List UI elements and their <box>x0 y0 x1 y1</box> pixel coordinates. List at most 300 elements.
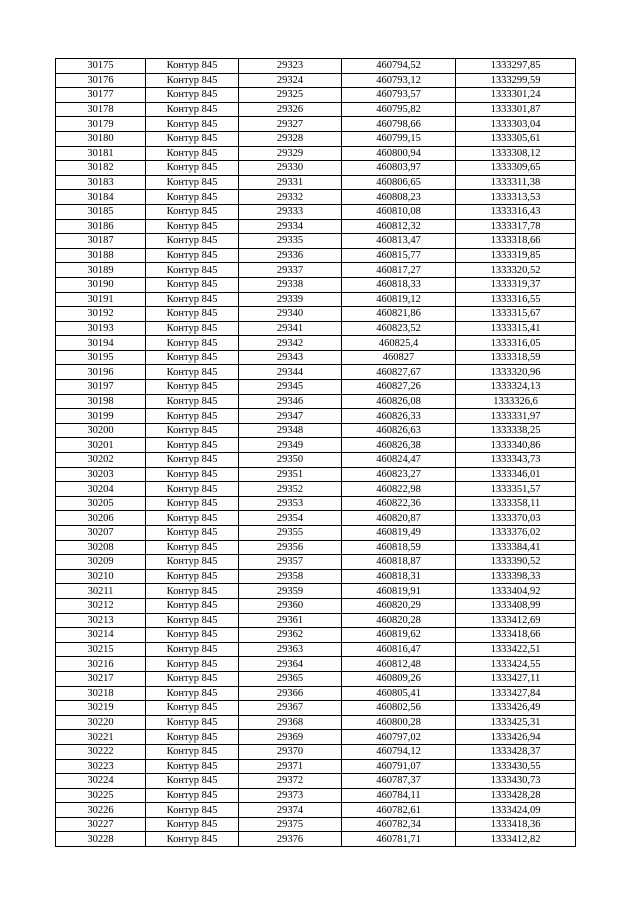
point-number-cell: 30222 <box>56 744 146 759</box>
point-number-cell: 30194 <box>56 336 146 351</box>
contour-name-cell: Контур 845 <box>146 774 239 789</box>
contour-name-cell: Контур 845 <box>146 511 239 526</box>
contour-name-cell: Контур 845 <box>146 263 239 278</box>
contour-name-cell: Контур 845 <box>146 453 239 468</box>
y-coordinate-cell: 1333412,69 <box>456 613 576 628</box>
vertex-number-cell: 29364 <box>239 657 342 672</box>
point-number-cell: 30199 <box>56 409 146 424</box>
vertex-number-cell: 29340 <box>239 307 342 322</box>
x-coordinate-cell: 460824,47 <box>342 453 456 468</box>
contour-name-cell: Контур 845 <box>146 482 239 497</box>
x-coordinate-cell: 460800,94 <box>342 146 456 161</box>
y-coordinate-cell: 1333319,37 <box>456 277 576 292</box>
x-coordinate-cell: 460826,08 <box>342 394 456 409</box>
table-row <box>56 204 576 219</box>
point-number-cell: 30228 <box>56 832 146 847</box>
point-number-cell: 30198 <box>56 394 146 409</box>
vertex-number-cell: 29333 <box>239 204 342 219</box>
y-coordinate-cell: 1333316,05 <box>456 336 576 351</box>
table-row <box>56 73 576 88</box>
contour-name-cell: Контур 845 <box>146 409 239 424</box>
x-coordinate-cell: 460813,47 <box>342 234 456 249</box>
y-coordinate-cell: 1333340,86 <box>456 438 576 453</box>
table-row <box>56 686 576 701</box>
point-number-cell: 30184 <box>56 190 146 205</box>
table-row <box>56 219 576 234</box>
contour-name-cell: Контур 845 <box>146 788 239 803</box>
point-number-cell: 30189 <box>56 263 146 278</box>
table-row <box>56 496 576 511</box>
point-number-cell: 30179 <box>56 117 146 132</box>
vertex-number-cell: 29363 <box>239 642 342 657</box>
point-number-cell: 30205 <box>56 496 146 511</box>
x-coordinate-cell: 460819,62 <box>342 628 456 643</box>
x-coordinate-cell: 460820,87 <box>342 511 456 526</box>
x-coordinate-cell: 460818,33 <box>342 277 456 292</box>
vertex-number-cell: 29338 <box>239 277 342 292</box>
y-coordinate-cell: 1333408,99 <box>456 598 576 613</box>
point-number-cell: 30211 <box>56 584 146 599</box>
point-number-cell: 30185 <box>56 204 146 219</box>
table-row <box>56 59 576 74</box>
point-number-cell: 30182 <box>56 161 146 176</box>
contour-name-cell: Контур 845 <box>146 817 239 832</box>
vertex-number-cell: 29326 <box>239 102 342 117</box>
coordinates-table-body <box>56 59 576 847</box>
vertex-number-cell: 29329 <box>239 146 342 161</box>
point-number-cell: 30219 <box>56 701 146 716</box>
point-number-cell: 30227 <box>56 817 146 832</box>
x-coordinate-cell: 460827,26 <box>342 380 456 395</box>
y-coordinate-cell: 1333303,04 <box>456 117 576 132</box>
point-number-cell: 30214 <box>56 628 146 643</box>
point-number-cell: 30178 <box>56 102 146 117</box>
table-row <box>56 569 576 584</box>
x-coordinate-cell: 460818,87 <box>342 555 456 570</box>
x-coordinate-cell: 460810,08 <box>342 204 456 219</box>
contour-name-cell: Контур 845 <box>146 832 239 847</box>
point-number-cell: 30221 <box>56 730 146 745</box>
point-number-cell: 30224 <box>56 774 146 789</box>
y-coordinate-cell: 1333315,67 <box>456 307 576 322</box>
vertex-number-cell: 29357 <box>239 555 342 570</box>
contour-name-cell: Контур 845 <box>146 204 239 219</box>
x-coordinate-cell: 460799,15 <box>342 131 456 146</box>
contour-name-cell: Контур 845 <box>146 190 239 205</box>
contour-name-cell: Контур 845 <box>146 540 239 555</box>
point-number-cell: 30190 <box>56 277 146 292</box>
y-coordinate-cell: 1333316,43 <box>456 204 576 219</box>
table-row <box>56 102 576 117</box>
contour-name-cell: Контур 845 <box>146 438 239 453</box>
table-row <box>56 788 576 803</box>
point-number-cell: 30201 <box>56 438 146 453</box>
point-number-cell: 30191 <box>56 292 146 307</box>
x-coordinate-cell: 460798,66 <box>342 117 456 132</box>
table-row <box>56 263 576 278</box>
y-coordinate-cell: 1333315,41 <box>456 321 576 336</box>
contour-name-cell: Контур 845 <box>146 715 239 730</box>
point-number-cell: 30217 <box>56 671 146 686</box>
table-row <box>56 467 576 482</box>
point-number-cell: 30204 <box>56 482 146 497</box>
y-coordinate-cell: 1333428,28 <box>456 788 576 803</box>
point-number-cell: 30223 <box>56 759 146 774</box>
y-coordinate-cell: 1333418,36 <box>456 817 576 832</box>
point-number-cell: 30176 <box>56 73 146 88</box>
x-coordinate-cell: 460823,27 <box>342 467 456 482</box>
y-coordinate-cell: 1333430,73 <box>456 774 576 789</box>
contour-name-cell: Контур 845 <box>146 117 239 132</box>
table-row <box>56 774 576 789</box>
point-number-cell: 30195 <box>56 350 146 365</box>
contour-name-cell: Контур 845 <box>146 701 239 716</box>
vertex-number-cell: 29328 <box>239 131 342 146</box>
x-coordinate-cell: 460827,67 <box>342 365 456 380</box>
x-coordinate-cell: 460800,28 <box>342 715 456 730</box>
vertex-number-cell: 29354 <box>239 511 342 526</box>
point-number-cell: 30193 <box>56 321 146 336</box>
contour-name-cell: Контур 845 <box>146 803 239 818</box>
x-coordinate-cell: 460827 <box>342 350 456 365</box>
point-number-cell: 30216 <box>56 657 146 672</box>
contour-name-cell: Контур 845 <box>146 88 239 103</box>
point-number-cell: 30181 <box>56 146 146 161</box>
table-row <box>56 555 576 570</box>
table-row <box>56 321 576 336</box>
point-number-cell: 30209 <box>56 555 146 570</box>
y-coordinate-cell: 1333404,92 <box>456 584 576 599</box>
y-coordinate-cell: 1333301,87 <box>456 102 576 117</box>
contour-name-cell: Контур 845 <box>146 671 239 686</box>
vertex-number-cell: 29369 <box>239 730 342 745</box>
vertex-number-cell: 29368 <box>239 715 342 730</box>
x-coordinate-cell: 460806,65 <box>342 175 456 190</box>
y-coordinate-cell: 1333346,01 <box>456 467 576 482</box>
vertex-number-cell: 29352 <box>239 482 342 497</box>
vertex-number-cell: 29356 <box>239 540 342 555</box>
contour-name-cell: Контур 845 <box>146 219 239 234</box>
x-coordinate-cell: 460812,48 <box>342 657 456 672</box>
point-number-cell: 30202 <box>56 453 146 468</box>
y-coordinate-cell: 1333311,38 <box>456 175 576 190</box>
contour-name-cell: Контур 845 <box>146 277 239 292</box>
table-row <box>56 598 576 613</box>
contour-name-cell: Контур 845 <box>146 321 239 336</box>
vertex-number-cell: 29348 <box>239 423 342 438</box>
x-coordinate-cell: 460809,26 <box>342 671 456 686</box>
contour-name-cell: Контур 845 <box>146 686 239 701</box>
table-row <box>56 613 576 628</box>
y-coordinate-cell: 1333318,66 <box>456 234 576 249</box>
table-row <box>56 175 576 190</box>
x-coordinate-cell: 460791,07 <box>342 759 456 774</box>
coordinates-table <box>55 58 576 847</box>
table-row <box>56 394 576 409</box>
contour-name-cell: Контур 845 <box>146 642 239 657</box>
x-coordinate-cell: 460816,47 <box>342 642 456 657</box>
y-coordinate-cell: 1333398,33 <box>456 569 576 584</box>
table-row <box>56 759 576 774</box>
y-coordinate-cell: 1333422,51 <box>456 642 576 657</box>
vertex-number-cell: 29342 <box>239 336 342 351</box>
y-coordinate-cell: 1333424,55 <box>456 657 576 672</box>
table-row <box>56 701 576 716</box>
x-coordinate-cell: 460822,36 <box>342 496 456 511</box>
y-coordinate-cell: 1333326,6 <box>456 394 576 409</box>
x-coordinate-cell: 460805,41 <box>342 686 456 701</box>
table-row <box>56 511 576 526</box>
table-row <box>56 131 576 146</box>
x-coordinate-cell: 460808,23 <box>342 190 456 205</box>
y-coordinate-cell: 1333309,65 <box>456 161 576 176</box>
y-coordinate-cell: 1333343,73 <box>456 453 576 468</box>
y-coordinate-cell: 1333338,25 <box>456 423 576 438</box>
y-coordinate-cell: 1333308,12 <box>456 146 576 161</box>
contour-name-cell: Контур 845 <box>146 292 239 307</box>
contour-name-cell: Контур 845 <box>146 584 239 599</box>
y-coordinate-cell: 1333424,09 <box>456 803 576 818</box>
vertex-number-cell: 29332 <box>239 190 342 205</box>
y-coordinate-cell: 1333412,82 <box>456 832 576 847</box>
point-number-cell: 30196 <box>56 365 146 380</box>
table-row <box>56 307 576 322</box>
vertex-number-cell: 29375 <box>239 817 342 832</box>
y-coordinate-cell: 1333313,53 <box>456 190 576 205</box>
contour-name-cell: Контур 845 <box>146 569 239 584</box>
y-coordinate-cell: 1333428,37 <box>456 744 576 759</box>
vertex-number-cell: 29361 <box>239 613 342 628</box>
x-coordinate-cell: 460782,61 <box>342 803 456 818</box>
contour-name-cell: Контур 845 <box>146 394 239 409</box>
table-row <box>56 657 576 672</box>
point-number-cell: 30208 <box>56 540 146 555</box>
y-coordinate-cell: 1333317,78 <box>456 219 576 234</box>
point-number-cell: 30203 <box>56 467 146 482</box>
y-coordinate-cell: 1333390,52 <box>456 555 576 570</box>
y-coordinate-cell: 1333376,02 <box>456 526 576 541</box>
vertex-number-cell: 29339 <box>239 292 342 307</box>
point-number-cell: 30226 <box>56 803 146 818</box>
vertex-number-cell: 29362 <box>239 628 342 643</box>
contour-name-cell: Контур 845 <box>146 613 239 628</box>
table-row <box>56 365 576 380</box>
table-row <box>56 482 576 497</box>
contour-name-cell: Контур 845 <box>146 496 239 511</box>
vertex-number-cell: 29345 <box>239 380 342 395</box>
vertex-number-cell: 29337 <box>239 263 342 278</box>
point-number-cell: 30225 <box>56 788 146 803</box>
y-coordinate-cell: 1333351,57 <box>456 482 576 497</box>
point-number-cell: 30215 <box>56 642 146 657</box>
vertex-number-cell: 29341 <box>239 321 342 336</box>
y-coordinate-cell: 1333320,96 <box>456 365 576 380</box>
vertex-number-cell: 29351 <box>239 467 342 482</box>
x-coordinate-cell: 460826,38 <box>342 438 456 453</box>
x-coordinate-cell: 460782,34 <box>342 817 456 832</box>
vertex-number-cell: 29376 <box>239 832 342 847</box>
x-coordinate-cell: 460795,82 <box>342 102 456 117</box>
y-coordinate-cell: 1333324,13 <box>456 380 576 395</box>
table-row <box>56 817 576 832</box>
contour-name-cell: Контур 845 <box>146 307 239 322</box>
table-row <box>56 350 576 365</box>
y-coordinate-cell: 1333384,41 <box>456 540 576 555</box>
y-coordinate-cell: 1333358,11 <box>456 496 576 511</box>
x-coordinate-cell: 460781,71 <box>342 832 456 847</box>
x-coordinate-cell: 460822,98 <box>342 482 456 497</box>
x-coordinate-cell: 460819,91 <box>342 584 456 599</box>
y-coordinate-cell: 1333426,94 <box>456 730 576 745</box>
x-coordinate-cell: 460797,02 <box>342 730 456 745</box>
point-number-cell: 30218 <box>56 686 146 701</box>
table-row <box>56 730 576 745</box>
vertex-number-cell: 29335 <box>239 234 342 249</box>
point-number-cell: 30220 <box>56 715 146 730</box>
x-coordinate-cell: 460793,12 <box>342 73 456 88</box>
table-row <box>56 803 576 818</box>
vertex-number-cell: 29359 <box>239 584 342 599</box>
x-coordinate-cell: 460818,59 <box>342 540 456 555</box>
vertex-number-cell: 29324 <box>239 73 342 88</box>
contour-name-cell: Контур 845 <box>146 102 239 117</box>
x-coordinate-cell: 460819,49 <box>342 526 456 541</box>
vertex-number-cell: 29343 <box>239 350 342 365</box>
table-row <box>56 832 576 847</box>
point-number-cell: 30213 <box>56 613 146 628</box>
vertex-number-cell: 29374 <box>239 803 342 818</box>
y-coordinate-cell: 1333426,49 <box>456 701 576 716</box>
contour-name-cell: Контур 845 <box>146 730 239 745</box>
table-row <box>56 715 576 730</box>
x-coordinate-cell: 460793,57 <box>342 88 456 103</box>
table-row <box>56 526 576 541</box>
contour-name-cell: Контур 845 <box>146 161 239 176</box>
table-row <box>56 628 576 643</box>
vertex-number-cell: 29358 <box>239 569 342 584</box>
contour-name-cell: Контур 845 <box>146 336 239 351</box>
contour-name-cell: Контур 845 <box>146 628 239 643</box>
table-row <box>56 234 576 249</box>
x-coordinate-cell: 460794,12 <box>342 744 456 759</box>
table-row <box>56 146 576 161</box>
table-row <box>56 584 576 599</box>
y-coordinate-cell: 1333427,84 <box>456 686 576 701</box>
x-coordinate-cell: 460803,97 <box>342 161 456 176</box>
table-row <box>56 248 576 263</box>
contour-name-cell: Контур 845 <box>146 380 239 395</box>
point-number-cell: 30210 <box>56 569 146 584</box>
table-row <box>56 409 576 424</box>
y-coordinate-cell: 1333316,55 <box>456 292 576 307</box>
point-number-cell: 30207 <box>56 526 146 541</box>
vertex-number-cell: 29323 <box>239 59 342 74</box>
x-coordinate-cell: 460812,32 <box>342 219 456 234</box>
contour-name-cell: Контур 845 <box>146 526 239 541</box>
y-coordinate-cell: 1333305,61 <box>456 131 576 146</box>
table-row <box>56 540 576 555</box>
y-coordinate-cell: 1333427,11 <box>456 671 576 686</box>
point-number-cell: 30186 <box>56 219 146 234</box>
vertex-number-cell: 29353 <box>239 496 342 511</box>
vertex-number-cell: 29355 <box>239 526 342 541</box>
y-coordinate-cell: 1333331,97 <box>456 409 576 424</box>
x-coordinate-cell: 460820,29 <box>342 598 456 613</box>
table-row <box>56 423 576 438</box>
y-coordinate-cell: 1333370,03 <box>456 511 576 526</box>
x-coordinate-cell: 460787,37 <box>342 774 456 789</box>
point-number-cell: 30200 <box>56 423 146 438</box>
vertex-number-cell: 29350 <box>239 453 342 468</box>
x-coordinate-cell: 460794,52 <box>342 59 456 74</box>
y-coordinate-cell: 1333318,59 <box>456 350 576 365</box>
table-row <box>56 642 576 657</box>
point-number-cell: 30197 <box>56 380 146 395</box>
x-coordinate-cell: 460784,11 <box>342 788 456 803</box>
x-coordinate-cell: 460817,27 <box>342 263 456 278</box>
table-row <box>56 88 576 103</box>
point-number-cell: 30183 <box>56 175 146 190</box>
vertex-number-cell: 29360 <box>239 598 342 613</box>
contour-name-cell: Контур 845 <box>146 467 239 482</box>
table-row <box>56 744 576 759</box>
x-coordinate-cell: 460802,56 <box>342 701 456 716</box>
point-number-cell: 30180 <box>56 131 146 146</box>
point-number-cell: 30192 <box>56 307 146 322</box>
contour-name-cell: Контур 845 <box>146 598 239 613</box>
x-coordinate-cell: 460826,33 <box>342 409 456 424</box>
vertex-number-cell: 29365 <box>239 671 342 686</box>
x-coordinate-cell: 460820,28 <box>342 613 456 628</box>
x-coordinate-cell: 460823,52 <box>342 321 456 336</box>
x-coordinate-cell: 460818,31 <box>342 569 456 584</box>
contour-name-cell: Контур 845 <box>146 759 239 774</box>
contour-name-cell: Контур 845 <box>146 248 239 263</box>
vertex-number-cell: 29347 <box>239 409 342 424</box>
table-row <box>56 161 576 176</box>
y-coordinate-cell: 1333430,55 <box>456 759 576 774</box>
point-number-cell: 30187 <box>56 234 146 249</box>
vertex-number-cell: 29336 <box>239 248 342 263</box>
contour-name-cell: Контур 845 <box>146 365 239 380</box>
vertex-number-cell: 29373 <box>239 788 342 803</box>
table-row <box>56 453 576 468</box>
table-row <box>56 380 576 395</box>
table-row <box>56 277 576 292</box>
vertex-number-cell: 29327 <box>239 117 342 132</box>
x-coordinate-cell: 460819,12 <box>342 292 456 307</box>
table-row <box>56 190 576 205</box>
contour-name-cell: Контур 845 <box>146 59 239 74</box>
point-number-cell: 30206 <box>56 511 146 526</box>
vertex-number-cell: 29325 <box>239 88 342 103</box>
point-number-cell: 30175 <box>56 59 146 74</box>
table-row <box>56 117 576 132</box>
y-coordinate-cell: 1333425,31 <box>456 715 576 730</box>
x-coordinate-cell: 460821,86 <box>342 307 456 322</box>
contour-name-cell: Контур 845 <box>146 175 239 190</box>
point-number-cell: 30188 <box>56 248 146 263</box>
contour-name-cell: Контур 845 <box>146 73 239 88</box>
contour-name-cell: Контур 845 <box>146 555 239 570</box>
vertex-number-cell: 29344 <box>239 365 342 380</box>
point-number-cell: 30212 <box>56 598 146 613</box>
vertex-number-cell: 29367 <box>239 701 342 716</box>
contour-name-cell: Контур 845 <box>146 744 239 759</box>
vertex-number-cell: 29370 <box>239 744 342 759</box>
contour-name-cell: Контур 845 <box>146 146 239 161</box>
vertex-number-cell: 29366 <box>239 686 342 701</box>
